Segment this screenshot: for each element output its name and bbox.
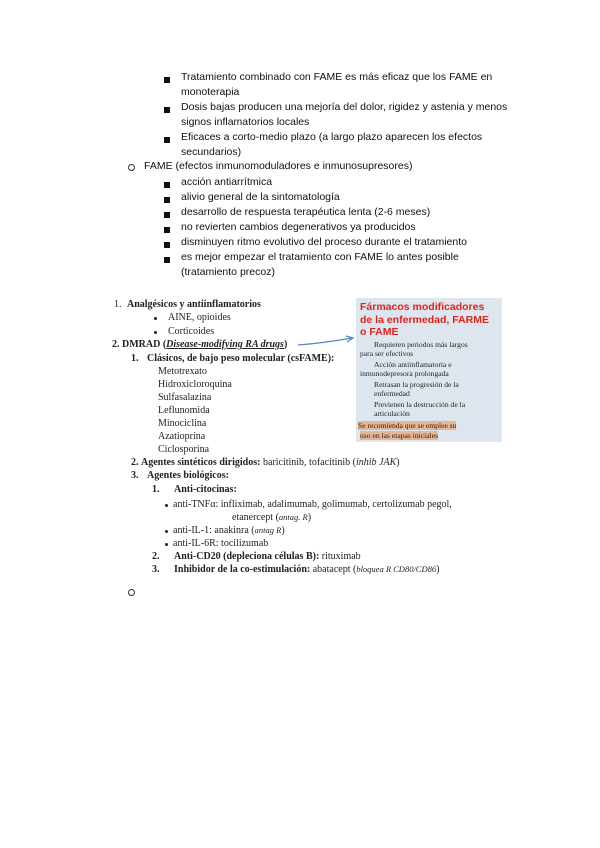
drug-name: Minociclina bbox=[158, 418, 207, 429]
il1-label: anti-IL-1: bbox=[173, 525, 212, 536]
il6-line bbox=[173, 537, 268, 551]
callout-title-line: o FAME bbox=[360, 326, 399, 338]
callout-text: Acción antiinflamatoria e bbox=[374, 360, 452, 369]
tnf-label: anti-TNFα: bbox=[173, 499, 219, 510]
synthetic-italic: inhib JAK bbox=[355, 457, 397, 468]
cd20-line bbox=[152, 550, 361, 564]
costim-text: abatacept ( bbox=[310, 564, 357, 575]
tnf-line bbox=[173, 498, 452, 512]
item-number: 2. bbox=[112, 339, 120, 350]
list-item: es mejor empezar el tratamiento con FAME lo antes posible bbox=[181, 251, 459, 263]
list-item-cont: (tratamiento precoz) bbox=[181, 266, 275, 278]
drug-name: Metotrexato bbox=[158, 366, 207, 377]
square-bullet-icon bbox=[164, 242, 170, 248]
paren-close: ) bbox=[436, 564, 440, 575]
callout-text: para ser efectivos bbox=[360, 349, 414, 358]
callout-title-line: Fármacos modificadores bbox=[360, 301, 485, 313]
square-bullet-icon bbox=[164, 212, 170, 218]
callout-highlight bbox=[360, 431, 438, 440]
hollow-circle-bullet-icon bbox=[128, 589, 135, 596]
tnf-line-2 bbox=[232, 511, 311, 525]
biologic-heading: Agentes biológicos: bbox=[147, 470, 229, 481]
callout-text: enfermedad bbox=[374, 389, 410, 398]
item-number: 1. bbox=[114, 299, 122, 310]
square-bullet-icon bbox=[164, 227, 170, 233]
list-item: Corticoides bbox=[168, 326, 215, 337]
il6-label: anti-IL-6R: bbox=[173, 538, 219, 549]
bullet-dot-icon bbox=[154, 331, 157, 334]
bullet-dot-icon bbox=[165, 504, 168, 507]
paren-close: ) bbox=[307, 512, 312, 523]
tnf-line2: etanercept ( bbox=[232, 512, 279, 523]
list-item: Tratamiento combinado con FAME es más eficaz que los FAME en bbox=[181, 71, 493, 83]
bullet-dot-icon bbox=[165, 543, 168, 546]
dmrad-heading bbox=[112, 338, 287, 352]
item-number: 2. bbox=[131, 457, 139, 468]
synthetic-line bbox=[131, 456, 400, 470]
il1-line bbox=[173, 524, 285, 538]
highlighted-text: uso en las etapas iniciales bbox=[360, 431, 439, 440]
drug-name: Azatioprina bbox=[158, 431, 206, 442]
drug-name: Leflunomida bbox=[158, 405, 210, 416]
callout-title bbox=[360, 301, 489, 339]
hollow-circle-bullet-icon bbox=[128, 164, 135, 171]
list-item: alivio general de la sintomatología bbox=[181, 191, 340, 203]
square-bullet-icon bbox=[164, 257, 170, 263]
il1-italic: antag R bbox=[254, 525, 282, 535]
list-item-cont: monoterapia bbox=[181, 86, 240, 98]
list-item: acción antiarrítmica bbox=[181, 176, 273, 188]
il6-text: tocilizumab bbox=[218, 538, 269, 549]
list-item: AINE, opioides bbox=[168, 312, 231, 323]
square-bullet-icon bbox=[164, 77, 170, 83]
bullet-dot-icon bbox=[154, 317, 157, 320]
callout-highlight bbox=[358, 421, 456, 430]
item-number: 1. bbox=[131, 353, 139, 364]
drug-name: Hidroxicloroquina bbox=[158, 379, 232, 390]
list-item: Dosis bajas producen una mejoría del dolor, rigidez y astenia y menos bbox=[181, 101, 508, 113]
il1-text: anakinra ( bbox=[211, 525, 255, 536]
tnf-italic: antag. R bbox=[278, 512, 308, 522]
paren-close: ) bbox=[396, 457, 400, 468]
synthetic-heading: Agentes sintéticos dirigidos: bbox=[141, 457, 261, 468]
list-item: Eficaces a corto-medio plazo (a largo plazo aparecen los efectos bbox=[181, 131, 483, 143]
list-item-cont: secundarios) bbox=[181, 146, 242, 158]
analgesics-heading: Analgésicos y antiinflamatorios bbox=[127, 299, 261, 310]
synthetic-text: baricitinib, tofacitinib ( bbox=[260, 457, 356, 468]
costim-heading: Inhibidor de la co-estimulación: bbox=[174, 564, 311, 575]
drug-name: Ciclosporina bbox=[158, 444, 210, 455]
square-bullet-icon bbox=[164, 107, 170, 113]
list-item: no revierten cambios degenerativos ya producidos bbox=[181, 221, 416, 233]
callout-title-line: de la enfermedad, FARME bbox=[360, 313, 489, 326]
list-item-cont: signos inflamatorios locales bbox=[181, 116, 310, 128]
bullet-dot-icon bbox=[165, 530, 168, 533]
item-number: 3. bbox=[131, 470, 139, 481]
fame-callout-box bbox=[356, 298, 502, 442]
costim-italic: bloquea R CD80/CD86 bbox=[356, 564, 437, 574]
fame-heading: FAME (efectos inmunomoduladores e inmunosupresores) bbox=[144, 160, 413, 172]
cd20-text: rituximab bbox=[319, 551, 361, 562]
list-item: disminuyen ritmo evolutivo del proceso durante el tratamiento bbox=[181, 236, 467, 248]
costim-line bbox=[152, 563, 439, 577]
dmrad-link: Disease-modifying RA drugs bbox=[166, 339, 284, 350]
callout-text: Previenen la destrucción de la bbox=[374, 400, 466, 409]
item-number: 2. bbox=[152, 551, 160, 562]
square-bullet-icon bbox=[164, 182, 170, 188]
callout-text: Retrasan la progresión de la bbox=[374, 380, 459, 389]
list-item: desarrollo de respuesta terapéutica lenta (2-6 meses) bbox=[181, 206, 431, 218]
callout-text: Requieren periodos más largos bbox=[374, 340, 468, 349]
classic-heading: Clásicos, de bajo peso molecular (csFAME): bbox=[147, 353, 335, 364]
tnf-text: infliximab, adalimumab, golimumab, certolizumab pegol, bbox=[218, 499, 452, 510]
paren-close: ) bbox=[281, 525, 285, 536]
cd20-heading: Anti-CD20 (depleciona células B): bbox=[174, 551, 320, 562]
item-number: 1. bbox=[152, 484, 160, 495]
square-bullet-icon bbox=[164, 137, 170, 143]
callout-text: inmunodepresora prolongada bbox=[360, 369, 449, 378]
square-bullet-icon bbox=[164, 197, 170, 203]
item-number: 3. bbox=[152, 564, 160, 575]
dmrad-suffix: ) bbox=[283, 339, 288, 350]
drug-name: Sulfasalazina bbox=[158, 392, 212, 403]
callout-text: articulación bbox=[374, 409, 410, 418]
anticytokine-heading: Anti-citocinas: bbox=[174, 484, 237, 495]
dmrad-prefix: DMRAD ( bbox=[122, 339, 167, 350]
arrow-icon bbox=[296, 334, 358, 348]
highlighted-text: Se recomienda que se emplee su bbox=[358, 421, 457, 430]
